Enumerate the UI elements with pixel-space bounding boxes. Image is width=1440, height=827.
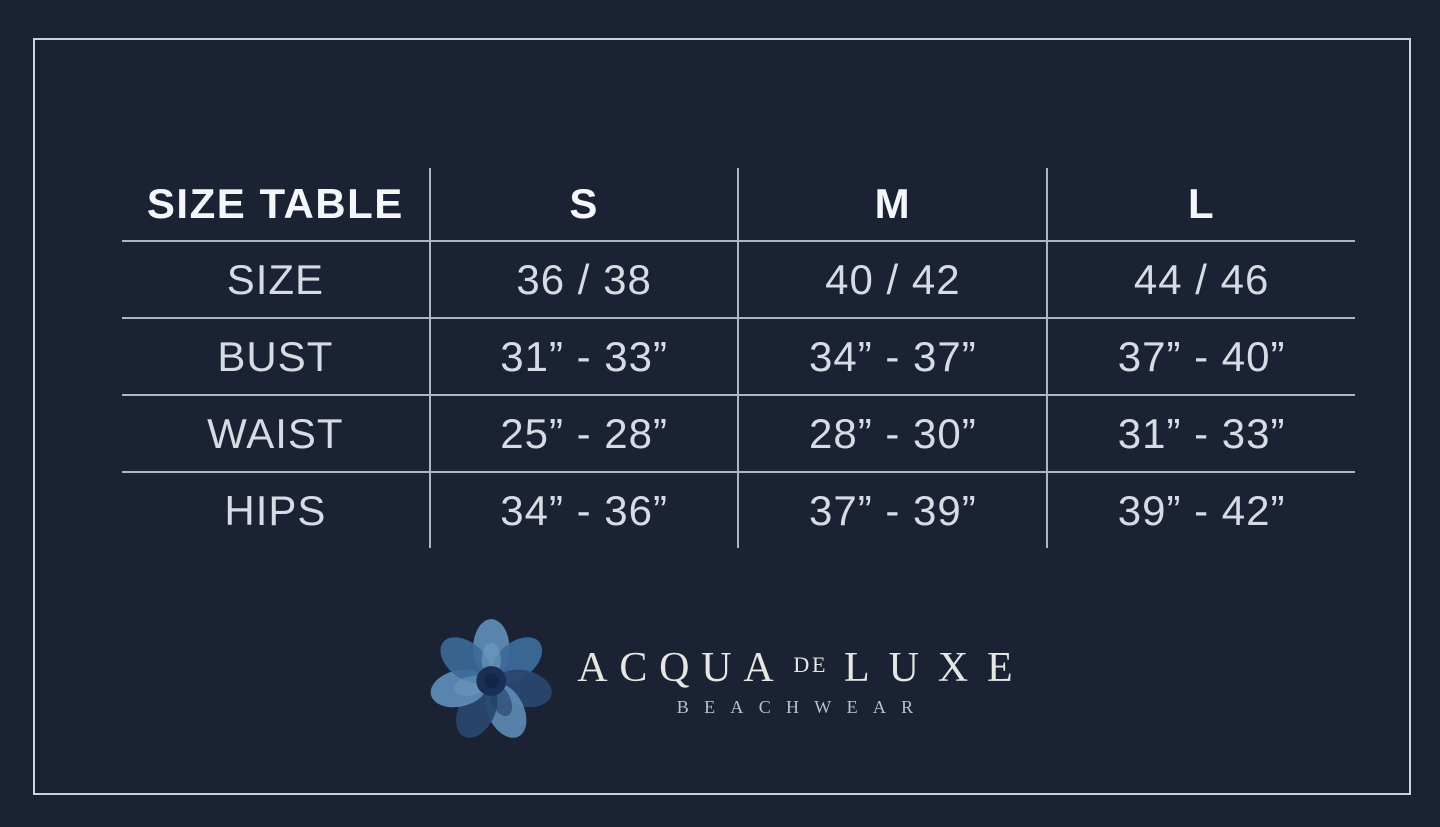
cell-waist-s: 25” - 28” xyxy=(430,395,739,472)
cell-hips-l: 39” - 42” xyxy=(1047,472,1355,548)
cell-waist-m: 28” - 30” xyxy=(738,395,1047,472)
brand-logo xyxy=(427,615,1032,747)
table-row-hips xyxy=(122,472,1355,548)
brand-luxe-text: LUXE xyxy=(844,645,1032,691)
table-row-size xyxy=(122,241,1355,318)
row-label-bust: BUST xyxy=(122,318,430,395)
brand-name-line xyxy=(577,644,1032,692)
table-row-bust xyxy=(122,318,1355,395)
cell-hips-s: 34” - 36” xyxy=(430,472,739,548)
size-table-body xyxy=(122,241,1355,548)
cell-waist-l: 31” - 33” xyxy=(1047,395,1355,472)
cell-hips-m: 37” - 39” xyxy=(738,472,1047,548)
size-table-title: SIZE TABLE xyxy=(146,180,404,227)
column-header-l: L xyxy=(1047,168,1355,241)
row-label-hips: HIPS xyxy=(122,472,430,548)
column-header-s: S xyxy=(430,168,739,241)
table-row-waist xyxy=(122,395,1355,472)
size-table xyxy=(122,168,1355,548)
brand-de-text: DE xyxy=(793,652,829,677)
brand-acqua-text: ACQUA xyxy=(577,645,786,691)
brand-tagline: BEACHWEAR xyxy=(676,697,929,717)
cell-size-m: 40 / 42 xyxy=(738,241,1047,318)
size-table-header xyxy=(122,168,1355,241)
column-header-m: M xyxy=(738,168,1047,241)
row-label-waist: WAIST xyxy=(122,395,430,472)
flower-logo-icon xyxy=(427,615,555,747)
cell-bust-s: 31” - 33” xyxy=(430,318,739,395)
header-row xyxy=(122,168,1355,241)
cell-bust-m: 34” - 37” xyxy=(738,318,1047,395)
row-label-size: SIZE xyxy=(122,241,430,318)
cell-size-l: 44 / 46 xyxy=(1047,241,1355,318)
brand-wordmark xyxy=(577,644,1032,718)
cell-bust-l: 37” - 40” xyxy=(1047,318,1355,395)
cell-size-s: 36 / 38 xyxy=(430,241,739,318)
